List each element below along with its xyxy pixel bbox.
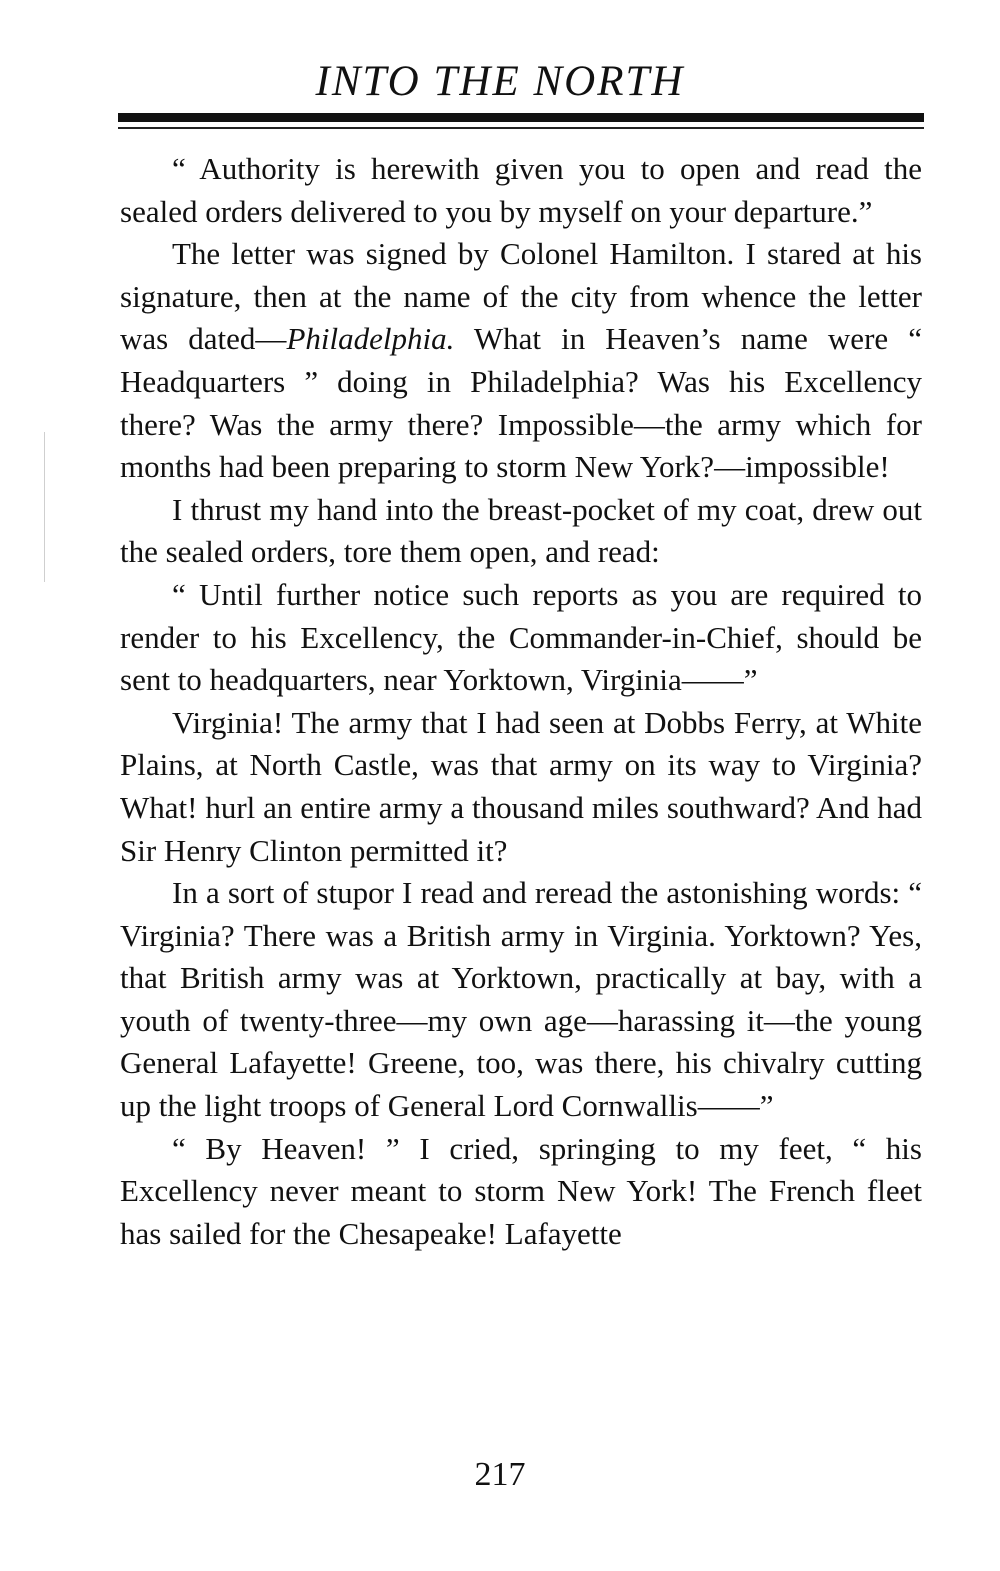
- header-rule-thin: [118, 127, 924, 129]
- paragraph-authority: “ Authority is herewith given you to open and read the sealed orders delivered to you by myself on your departure.”: [120, 151, 922, 229]
- paragraph-letter-signed: [120, 233, 922, 489]
- paragraph-letter-signed-after: What in Heaven’s name were “ Headquarters ” doing in Philadelphia? Was his Excellency there? Was the army there? Impossible—the army which for months had been preparing to storm New York?—impossible!: [120, 321, 922, 485]
- paragraph-virginia: Virginia! The army that I had seen at Dobbs Ferry, at White Plains, at North Castle, was that army on its way to Virginia? What! hurl an entire army a thousand miles southward? And had Sir Henry Clinton permitted it?: [120, 704, 922, 868]
- header-rule-thick: [118, 113, 924, 122]
- paragraph-orders-quote: “ Until further notice such reports as you are required to render to his Excellency, the Commander-in-Chief, should be sent to headquarters, near Yorktown, Virginia——”: [120, 576, 922, 698]
- body-text: [120, 148, 922, 1255]
- page-number: 217: [474, 1456, 526, 1493]
- philadelphia-emphasis: Philadelphia.: [286, 321, 455, 357]
- paragraph-by-heaven: “ By Heaven! ” I cried, springing to my feet, “ his Excellency never meant to storm New York! The French fleet has sailed for the Chesapeake! Lafayette: [120, 1130, 922, 1251]
- running-title: INTO THE NORTH: [315, 58, 685, 105]
- margin-scan-mark: [44, 432, 45, 582]
- paragraph-stupor: In a sort of stupor I read and reread the astonishing words: “ Virginia? There was a British army in Virginia. Yorktown? Yes, that British army was at Yorktown, practically at bay, with a youth of twenty-three—my own age—harassing it—the young General Lafayette! Greene, too, was there, his chivalry cutting up the light troops of General Lord Cornwallis——”: [120, 875, 922, 1124]
- paragraph-thrust-hand: I thrust my hand into the breast-pocket of my coat, drew out the sealed orders, tore them open, and read:: [120, 491, 922, 570]
- paragraph-letter-signed-before: The letter was signed by Colonel Hamilton. I stared at his signature, then at the name of the city from whence the letter was dated—: [120, 236, 922, 357]
